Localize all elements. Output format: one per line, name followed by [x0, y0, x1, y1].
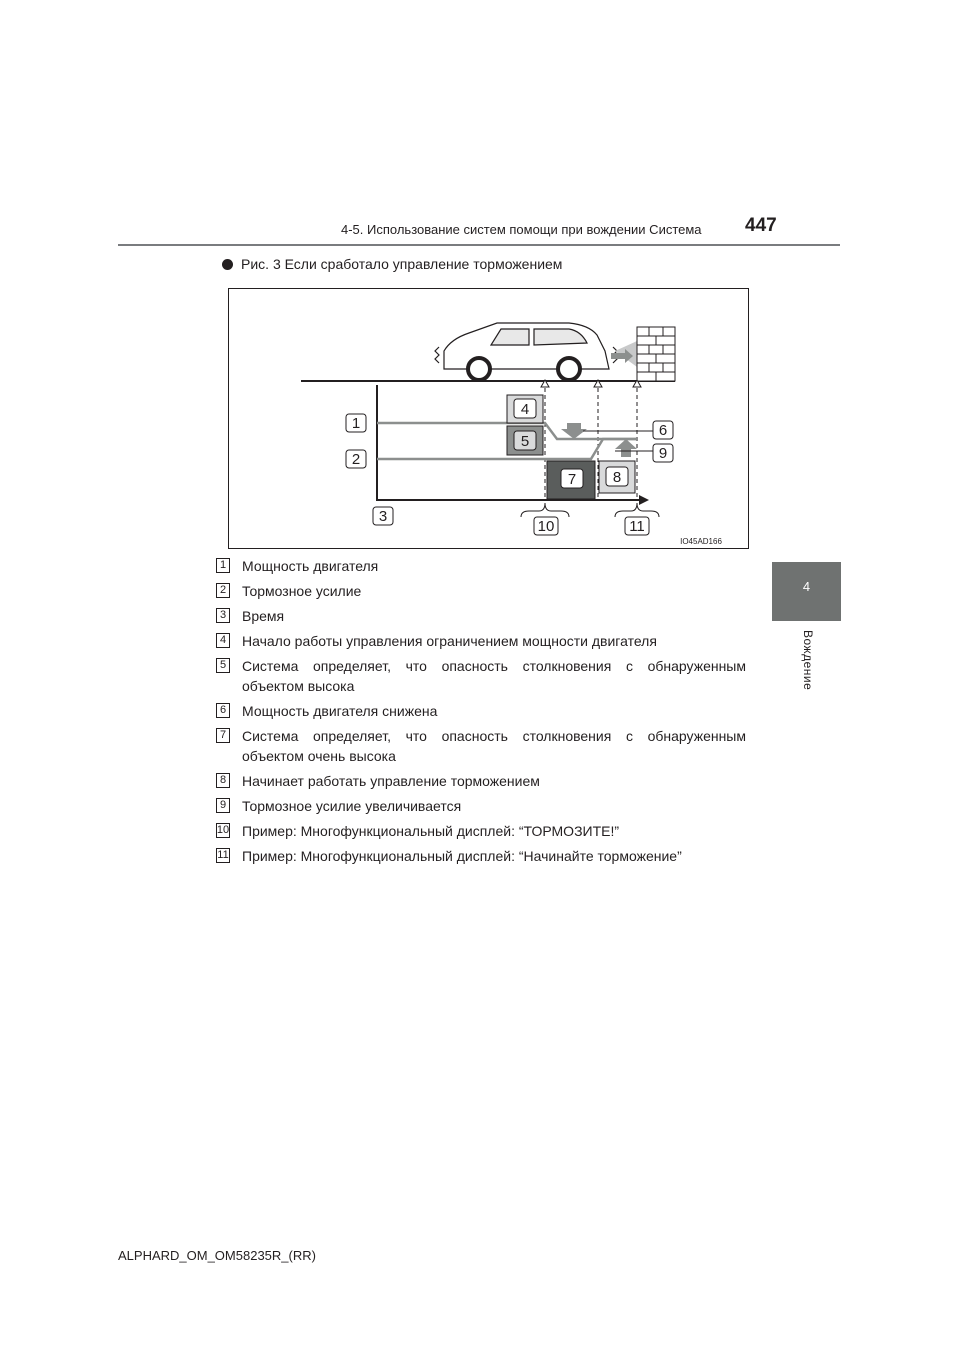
callout-7: 7 — [567, 471, 577, 488]
legend-text: Система определяет, что опасность столкновения с обнаруженным объектом высока — [242, 658, 746, 694]
legend-text: Начало работы управления ограничением мощности двигателя — [242, 633, 657, 649]
legend-number: 3 — [216, 608, 230, 623]
legend-text: Мощность двигателя снижена — [242, 703, 438, 719]
brace-11 — [615, 503, 659, 517]
footer-doc-code: ALPHARD_OM_OM58235R_(RR) — [118, 1248, 316, 1263]
callout-10: 10 — [537, 518, 555, 535]
callout-4: 4 — [520, 401, 530, 418]
header-divider — [118, 244, 840, 246]
brick-wall-icon — [637, 327, 675, 381]
legend-text: Пример: Многофункциональный дисплей: “Начинайте торможение” — [242, 848, 682, 864]
brace-10 — [521, 503, 569, 517]
legend-number: 9 — [216, 798, 230, 813]
legend-number: 6 — [216, 703, 230, 718]
callout-9: 9 — [658, 445, 668, 462]
chapter-tab-label: Вождение — [801, 630, 815, 691]
legend-number: 1 — [216, 558, 230, 573]
callout-8: 8 — [612, 469, 622, 486]
legend-item — [216, 581, 746, 601]
legend-item — [216, 701, 746, 721]
callout-2: 2 — [351, 451, 361, 468]
legend-text: Система определяет, что опасность столкновения с обнаруженным объектом очень высока — [242, 728, 746, 764]
legend-item — [216, 771, 746, 791]
legend-text: Тормозное усилие — [242, 583, 362, 599]
callout-11: 11 — [629, 518, 645, 535]
brake-increase-arrow — [615, 439, 637, 457]
legend-text: Начинает работать управление торможением — [242, 773, 540, 789]
figure-legend — [216, 556, 746, 871]
legend-item — [216, 846, 746, 866]
legend-number: 10 — [216, 824, 230, 836]
legend-number: 4 — [216, 633, 230, 648]
legend-number: 11 — [217, 849, 229, 861]
legend-item — [216, 556, 746, 576]
legend-number: 8 — [216, 773, 230, 788]
figure-code: IO45AD166 — [680, 537, 722, 546]
callout-1: 1 — [351, 415, 361, 432]
callout-3: 3 — [378, 508, 388, 525]
legend-text: Тормозное усилие увеличивается — [242, 798, 462, 814]
legend-item — [216, 821, 746, 841]
legend-text: Время — [242, 608, 285, 624]
legend-number: 7 — [216, 728, 230, 743]
bullet-icon — [222, 259, 233, 270]
legend-text: Пример: Многофункциональный дисплей: “ТОРМОЗИТЕ!” — [242, 823, 620, 839]
vehicle-icon — [435, 323, 617, 380]
legend-item — [216, 796, 746, 816]
time-axis-arrow — [639, 495, 649, 505]
figure-caption-text: Рис. 3 Если сработало управление торможением — [241, 256, 563, 272]
braking-diagram-svg — [229, 289, 750, 550]
callout-6: 6 — [658, 422, 668, 439]
callout-5: 5 — [520, 433, 530, 450]
header-section-title: 4-5. Использование систем помощи при вождении Система — [341, 222, 702, 237]
chapter-tab-number: 4 — [802, 579, 811, 594]
legend-item — [216, 606, 746, 626]
figure-caption — [222, 256, 562, 272]
legend-number: 2 — [216, 583, 230, 598]
legend-item — [216, 726, 746, 766]
page-number: 447 — [745, 215, 777, 236]
legend-number: 5 — [216, 658, 230, 673]
legend-item — [216, 656, 746, 696]
legend-text: Мощность двигателя — [242, 558, 379, 574]
chapter-tab[interactable] — [772, 562, 841, 621]
legend-item — [216, 631, 746, 651]
braking-diagram — [228, 288, 749, 549]
